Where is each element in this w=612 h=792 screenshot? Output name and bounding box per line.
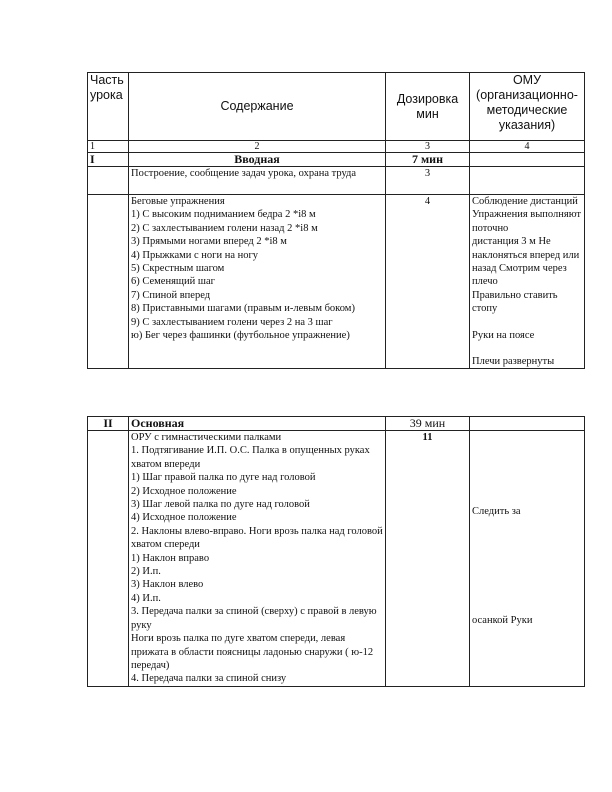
omu-notes	[470, 431, 585, 687]
list-item: 3) Шаг левой палка по дуге над головой	[131, 499, 310, 511]
col-number-2: 2	[129, 141, 386, 153]
list-item: 4) И.п.	[131, 592, 161, 604]
list-item: Ноги врозь палка по дуге хватом спереди, левая прижата в области поясницы ладонью снаружи ( ю-12 передач)	[131, 633, 374, 671]
list-item: 5) Скрестным шагом	[131, 263, 225, 275]
section-title: Основная	[129, 417, 386, 431]
header-omu: ОМУ (организационно-методические указания)	[470, 73, 585, 141]
header-part: Часть урока	[88, 73, 129, 141]
list-item: 2) С захлестыванием голени назад 2 *i8 м	[131, 222, 318, 234]
row-dosage: 3	[386, 167, 470, 195]
list-item: 4) Прыжками с ноги на ногу	[131, 249, 259, 261]
col-number-3: 3	[386, 141, 470, 153]
lesson-table-intro	[87, 72, 585, 369]
list-item: Беговые упражнения	[131, 196, 225, 207]
list-item: 9) С захлестыванием голени через 2 на 3 шаг	[131, 316, 333, 328]
list-item: 1) Шаг правой палка по дуге над головой	[131, 472, 316, 484]
omu-note: дистанция 3 м Не наклоняться вперед или назад Смотрим через плечо	[472, 236, 580, 288]
list-item: 1) Наклон вправо	[131, 552, 210, 564]
exercise-list	[129, 195, 386, 369]
section-number: I	[88, 153, 129, 167]
omu-note: Упражнения выполняют поточно	[472, 209, 581, 234]
list-item: 3. Передача палки за спиной (сверху) с правой в левую руку	[131, 606, 377, 631]
list-item: 7) Спиной вперед	[131, 289, 211, 301]
list-item: ОРУ с гимнастическими палками	[131, 432, 282, 443]
header-dosage: Дозировка мин	[386, 73, 470, 141]
list-item: 3) Наклон влево	[131, 579, 204, 591]
list-item: 1) С высоким подниманием бедра 2 *i8 м	[131, 209, 316, 221]
list-item: 1. Подтягивание И.П. О.С. Палка в опущенных руках хватом впереди	[131, 445, 370, 470]
list-item: 8) Приставными шагами (правым и-левым боком)	[131, 303, 355, 315]
section-title: Вводная	[129, 153, 386, 167]
omu-note: Правильно ставить стопу	[472, 289, 558, 315]
list-item: ю) Бег через фашинки (футбольное упражнение)	[131, 330, 350, 342]
list-item: 4. Передача палки за спиной снизу	[131, 673, 287, 685]
list-item: 4) Исходное положение	[131, 512, 237, 524]
omu-note: Плечи развернуты	[472, 356, 555, 368]
omu-note: осанкой Руки	[472, 615, 533, 627]
section-number: II	[88, 417, 129, 431]
exercise-list	[129, 431, 386, 687]
omu-notes	[470, 195, 585, 369]
list-item: 3) Прямыми ногами вперед 2 *i8 м	[131, 236, 287, 248]
omu-note: Следить за	[472, 506, 521, 517]
header-content: Содержание	[129, 73, 386, 141]
section-dosage: 39 мин	[386, 417, 470, 431]
list-item: 2) Исходное положение	[131, 485, 237, 497]
list-item: 2. Наклоны влево-вправо. Ноги врозь палка над головой хватом спереди	[131, 525, 383, 551]
list-item: 6) Семенящий шаг	[131, 276, 215, 288]
omu-note: Соблюдение дистанций	[472, 196, 578, 207]
omu-note: Руки на поясе	[472, 329, 535, 341]
exercise-dosage: 4	[386, 195, 470, 369]
section-dosage: 7 мин	[386, 153, 470, 167]
col-number-4: 4	[470, 141, 585, 153]
list-item: 2) И.п.	[131, 566, 161, 578]
row-content: Построение, сообщение задач урока, охрана труда	[129, 167, 386, 195]
exercise-dosage: 11	[386, 431, 470, 687]
col-number-1: 1	[88, 141, 129, 153]
lesson-table-main	[87, 416, 585, 687]
